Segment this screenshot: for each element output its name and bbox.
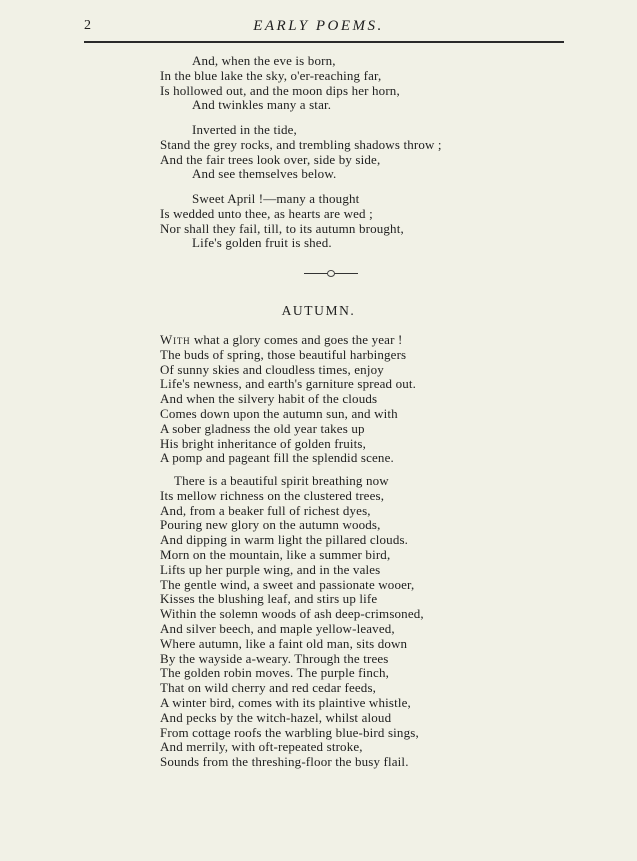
poem-line: The golden robin moves. The purple finch, [160,665,390,681]
header-rule [84,41,564,43]
opening-word: With [160,332,191,347]
poem-line: And when the silvery habit of the clouds [160,391,378,407]
poem-line: That on wild cherry and red cedar feeds, [160,680,377,696]
stanza-2 [160,123,442,182]
poem-line: From cottage roofs the warbling blue-bird sings, [160,724,419,740]
divider-ornament [327,270,335,277]
poem-line [160,333,416,348]
poem-line: And merrily, with oft-repeated stroke, [160,739,363,755]
autumn-paragraph-2 [160,474,424,770]
poem-line: A winter bird, comes with its plaintive whistle, [160,694,411,710]
poem-line: Inverted in the tide, [192,122,297,137]
poem-line: Sounds from the threshing-floor the busy flail. [160,754,409,770]
poem-line: And, when the eve is born, [192,53,336,68]
poem-line: And see themselves below. [192,166,337,182]
poem-line: Kisses the blushing leaf, and stirs up life [160,591,378,607]
stanza-3 [160,192,404,251]
poem-line: His bright inheritance of golden fruits, [160,435,367,451]
poem-line: Comes down upon the autumn sun, and with [160,405,398,421]
poem-line: And dipping in warm light the pillared clouds. [160,532,409,548]
poem-line: A sober gladness the old year takes up [160,420,365,436]
page-number: 2 [84,18,92,33]
running-title: EARLY POEMS. [253,18,384,34]
poem-line: Life's golden fruit is shed. [192,235,332,251]
poem-line: Is hollowed out, and the moon dips her horn, [160,82,400,98]
poem-line: Within the solemn woods of ash deep-crimsoned, [160,606,424,622]
poem-line: And silver beech, and maple yellow-leaved, [160,620,395,636]
poem-line: Where autumn, like a faint old man, sits down [160,635,408,651]
poem-line: Pouring new glory on the autumn woods, [160,517,381,533]
poem-line: Life's newness, and earth's garniture spread out. [160,376,417,392]
poem-line: By the wayside a-weary. Through the trees [160,650,389,666]
poem-line: And pecks by the witch-hazel, whilst aloud [160,709,392,725]
poem-line: Morn on the mountain, like a summer bird, [160,546,391,562]
poem-line: In the blue lake the sky, o'er-reaching far, [160,67,382,83]
poem-line: There is a beautiful spirit breathing now [174,473,389,488]
opening-line-rest: what a glory comes and goes the year ! [190,332,403,347]
poem-line: And twinkles many a star. [192,97,332,113]
poem-line: Its mellow richness on the clustered trees, [160,487,385,503]
poem-line: Sweet April !—many a thought [192,191,360,206]
stanza-1 [160,54,400,113]
poem-line: Of sunny skies and cloudless times, enjoy [160,361,384,377]
poem-line: And the fair trees look over, side by side, [160,151,381,167]
poem-line: A pomp and pageant fill the splendid scene. [160,450,394,466]
poem-line: Is wedded unto thee, as hearts are wed ; [160,205,373,221]
poem-line: The buds of spring, those beautiful harbingers [160,346,407,362]
poem-line: And, from a beaker full of richest dyes, [160,502,371,518]
poem-line: Lifts up her purple wing, and in the vales [160,561,381,577]
poem-title: AUTUMN. [281,303,356,318]
poem-line: Nor shall they fail, till, to its autumn brought, [160,220,404,236]
autumn-paragraph-1 [160,333,416,466]
poem-line: Stand the grey rocks, and trembling shadows throw ; [160,136,442,152]
poem-line: The gentle wind, a sweet and passionate wooer, [160,576,415,592]
